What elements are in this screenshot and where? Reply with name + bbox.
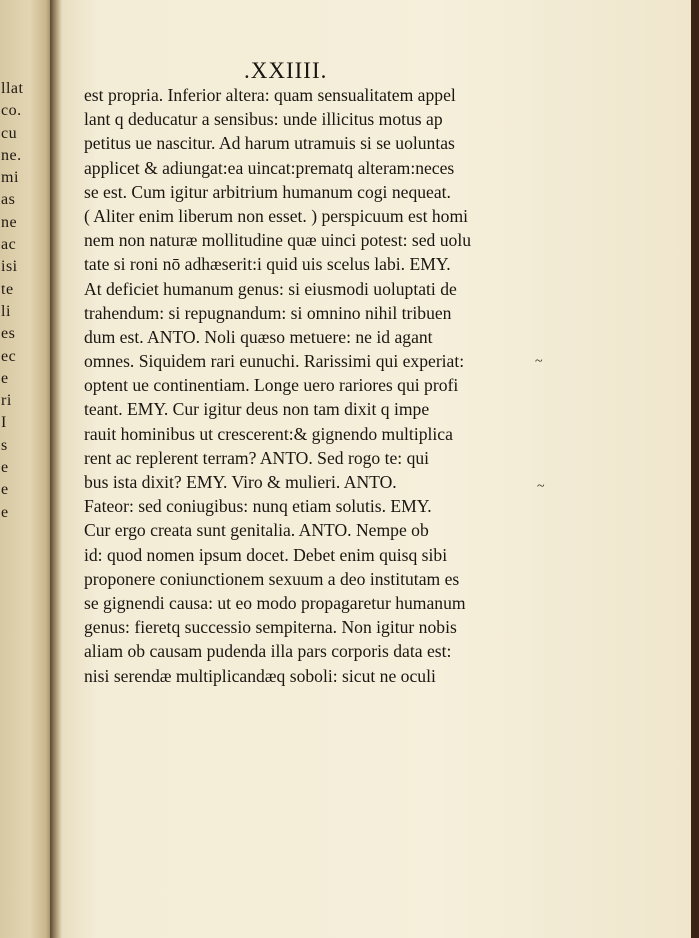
left-page-fragment: e: [1, 459, 9, 477]
folio-number: .XXIIII.: [244, 58, 328, 83]
left-page-fragment: ri: [1, 392, 12, 410]
text-line: proponere coniunctionem sexuum a deo institutam es: [84, 568, 460, 589]
text-line: At deficiet humanum genus: si eiusmodi uoluptati de: [84, 278, 457, 299]
left-page-fragment: ec: [1, 347, 17, 365]
text-line: trahendum: si repugnandum: si omnino nihil tribuen: [84, 302, 452, 323]
text-line: est propria. Inferior altera: quam sensualitatem appel: [84, 85, 456, 105]
text-line: teant. EMY. Cur igitur deus non tam dixit q impe: [84, 399, 430, 420]
text-line: tate si roni nō adhæserit:i quid uis scelus labi. EMY.: [84, 254, 451, 275]
left-page-fragment: s: [1, 436, 8, 454]
left-page-fragment: llat: [1, 80, 24, 97]
text-line: petitus ue nascitur. Ad harum utramuis si se uoluntas: [84, 133, 455, 154]
book-gutter: [50, 0, 62, 938]
left-page-fragment: cu: [1, 124, 18, 142]
text-line: applicet & adiungat:ea uincat:prematq alteram:neces: [84, 157, 455, 178]
left-page-fragment: co.: [1, 102, 22, 120]
left-page-fragment: I: [1, 414, 7, 432]
left-page-fragment: isi: [1, 258, 18, 276]
text-line: rauit hominibus ut crescerent:& gignendo multiplica: [84, 423, 453, 444]
text-line: aliam ob causam pudenda illa pars corporis data est:: [84, 641, 452, 662]
text-line: bus ista dixit? EMY. Viro & mulieri. ANTO.: [84, 472, 397, 492]
book-cover-edge: [691, 0, 699, 938]
body-text: [84, 83, 514, 688]
left-page-fragment: ne.: [1, 146, 22, 164]
margin-mark: ~: [535, 354, 543, 369]
left-page-fragment: ac: [1, 236, 17, 254]
left-page-fragment: as: [1, 191, 16, 209]
left-page-fragment: mi: [1, 169, 19, 187]
left-page-fragment: e: [1, 369, 9, 387]
text-line: se est. Cum igitur arbitrium humanum cogi nequeat.: [84, 181, 451, 202]
left-page: [0, 0, 54, 938]
text-line: id: quod nomen ipsum docet. Debet enim quisq sibi: [84, 544, 448, 565]
left-page-fragments: [1, 78, 41, 524]
text-line: nisi serendæ multiplicandæq soboli: sicut ne oculi: [84, 665, 436, 686]
text-line: rent ac replerent terram? ANTO. Sed rogo te: qui: [84, 447, 430, 468]
left-page-fragment: e: [1, 481, 9, 499]
left-page-fragment: te: [1, 280, 14, 298]
left-page-fragment: es: [1, 325, 16, 343]
text-line: ( Aliter enim liberum non esset. ) perspicuum est homi: [84, 205, 469, 226]
text-line: nem non naturæ mollitudine quæ uinci potest: sed uolu: [84, 230, 472, 251]
left-page-fragment: li: [1, 302, 11, 320]
text-line: genus: fieretq successio sempiterna. Non igitur nobis: [84, 617, 457, 638]
text-line: se gignendi causa: ut eo modo propagaretur humanum: [84, 592, 466, 613]
text-line: dum est. ANTO. Noli quæso metuere: ne id agant: [84, 326, 433, 347]
text-line: omnes. Siquidem rari eunuchi. Rarissimi qui experiat:: [84, 351, 465, 372]
left-page-fragment: ne: [1, 213, 18, 231]
text-line: lant q deducatur a sensibus: unde illicitus motus ap: [84, 109, 443, 130]
text-line: Cur ergo creata sunt genitalia. ANTO. Nempe ob: [84, 520, 429, 541]
text-line: Fateor: sed coniugibus: nunq etiam solutis. EMY.: [84, 496, 432, 517]
left-page-fragment: e: [1, 503, 9, 521]
margin-mark: ~: [537, 479, 545, 494]
text-line: optent ue continentiam. Longe uero rariores qui profi: [84, 375, 459, 396]
